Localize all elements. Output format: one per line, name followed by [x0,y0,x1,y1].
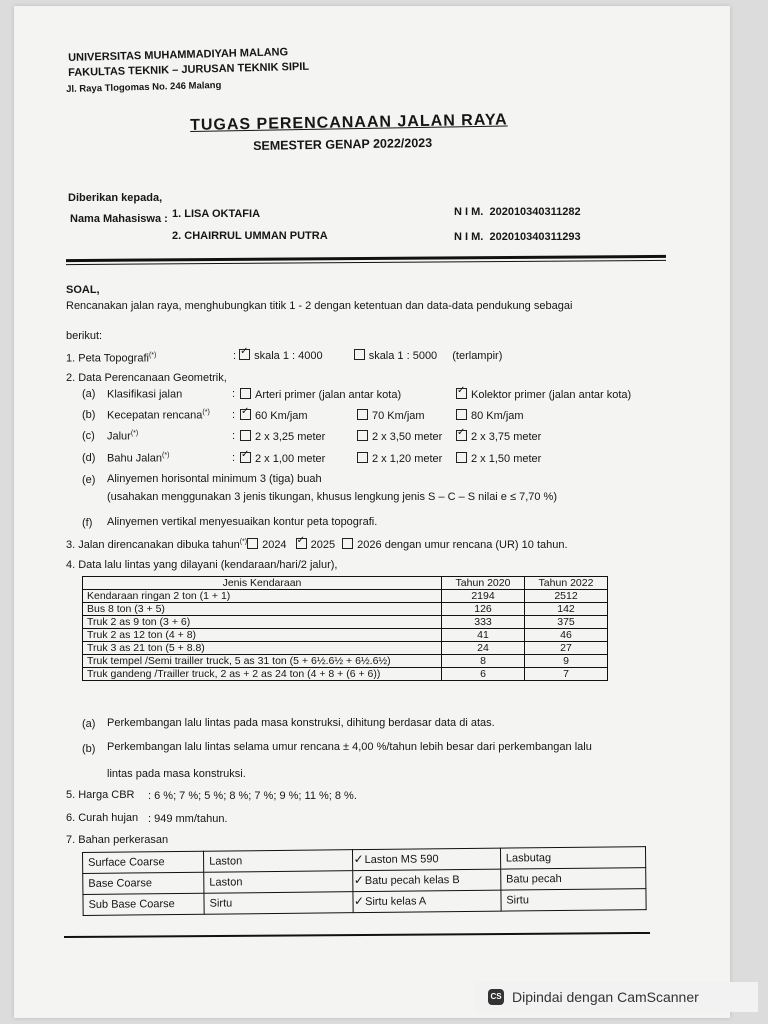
geo-row-colon: : [232,409,236,421]
material-cell: Sirtu [204,892,354,915]
geo-e-line-1: Alinyemen horisontal minimum 3 (tiga) buah [107,473,322,485]
geo-option-col1: 2 x 3,25 meter [240,430,325,443]
checkbox-year-2026[interactable] [342,538,353,549]
university-name: UNIVERSITAS MUHAMMADIYAH MALANG [68,46,289,64]
checkbox-scale-4000[interactable] [239,349,250,360]
geo-e-number: (e) [82,474,96,486]
material-cell: Laston [204,850,354,873]
traffic-count-cell: 24 [442,642,525,655]
geo-row-label: Kecepatan rencana(*) [107,409,210,422]
page-title: TUGAS PERENCANAAN JALAN RAYA [190,111,508,134]
rainfall-value: : 949 mm/tahun. [148,813,228,825]
traffic-table [82,576,608,681]
traffic-count-cell: 27 [525,642,608,655]
page-subtitle: SEMESTER GENAP 2022/2023 [253,135,433,153]
item-2-label: 2. Data Perencanaan Geometrik, [66,372,227,384]
material-cell: Sirtu [501,889,646,912]
vehicle-type-cell: Truk tempel /Semi trailler truck, 5 as 31 ton (5 + 6½.6½ + 6½.6½) [83,655,442,668]
geo-f-number: (f) [82,517,93,529]
table-header-cell: Jenis Kendaraan [83,577,442,590]
geo-option-col1: ✓ 2 x 1,00 meter [240,452,325,465]
geo-row-colon: : [232,452,236,464]
checkbox-col1[interactable] [240,409,251,420]
vehicle-type-cell: Truk 2 as 12 ton (4 + 8) [83,629,442,642]
traffic-count-cell: 7 [525,668,608,681]
camscanner-logo-icon: CS [488,989,504,1005]
item-3-line: 3. Jalan direncanakan dibuka tahun(*) 2024 ✓ 2025 2026 dengan umur rencana (UR) 10 tahun. [66,538,568,551]
material-cell: ✓Batu pecah kelas B [353,869,501,892]
intro-line-1: Rencanakan jalan raya, menghubungkan titik 1 - 2 dengan ketentuan dan data-data pendukung sebagai [66,300,573,312]
checkbox-scale-5000[interactable] [354,349,365,360]
vehicle-type-cell: Kendaraan ringan 2 ton (1 + 1) [83,590,442,603]
student-name-label: Nama Mahasiswa : [70,213,168,225]
checkbox-col1[interactable] [240,388,251,399]
table-row [83,590,608,603]
geo-row-number: (d) [82,452,96,464]
traffic-count-cell: 142 [525,603,608,616]
handwritten-check-icon: ✓ [353,894,365,909]
intro-line-2: berikut: [66,330,103,342]
student-2-nim: N I M. 202010340311293 [454,231,581,243]
given-to-label: Diberikan kepada, [68,192,163,204]
geo-f-line: Alinyemen vertikal menyesuaikan kontur peta topografi. [107,516,378,528]
material-cell: ✓Sirtu kelas A [353,890,501,913]
material-cell: Surface Coarse [83,851,204,873]
checkbox-year-2024[interactable] [247,538,258,549]
camscanner-text: Dipindai dengan CamScanner [512,989,699,1005]
checkbox-col3[interactable] [456,430,467,441]
rainfall-label: 6. Curah hujan [66,812,139,824]
table-row [83,616,608,629]
material-cell: Lasbutag [500,847,645,870]
table-row [83,603,608,616]
vehicle-type-cell: Truk 2 as 9 ton (3 + 6) [83,616,442,629]
checkbox-col1[interactable] [240,452,251,463]
student-1-nim: N I M. 202010340311282 [454,206,581,218]
faculty-name: FAKULTAS TEKNIK – JURUSAN TEKNIK SIPIL [68,60,310,79]
material-cell: Laston [204,871,354,894]
geo-row-number: (b) [82,409,96,421]
vehicle-type-cell: Bus 8 ton (3 + 5) [83,603,442,616]
checkbox-col3[interactable] [456,388,467,399]
material-cell: ✓Laston MS 590 [353,848,501,871]
geo-option-col1: ✓ 60 Km/jam [240,409,308,422]
checkbox-col2[interactable] [357,409,368,420]
geo-row-colon: : [232,430,236,442]
geo-option-col3: 80 Km/jam [456,409,524,422]
geo-option-col3: ✓ 2 x 3,75 meter [456,430,541,443]
camscanner-watermark [474,982,758,1012]
traffic-count-cell: 333 [442,616,525,629]
checkbox-year-2025[interactable] [296,538,307,549]
item-1-label: 1. Peta Topografi(*) [66,352,157,365]
geo-row-label: Jalur(*) [107,430,139,443]
note-b-line-1: Perkembangan lalu lintas selama umur rencana ± 4,00 %/tahun lebih besar dari perkembangan lalu [107,741,592,753]
vehicle-type-cell: Truk 3 as 21 ton (5 + 8.8) [83,642,442,655]
geo-row-label: Bahu Jalan(*) [107,452,170,465]
vehicle-type-cell: Truk gandeng /Trailler truck, 2 as + 2 as 24 ton (4 + 8 + (6 + 6)) [83,668,442,681]
traffic-count-cell: 6 [442,668,525,681]
geo-option-col3: 2 x 1,50 meter [456,452,541,465]
geo-row-number: (c) [82,430,95,442]
student-2-name: 2. CHAIRRUL UMMAN PUTRA [172,230,328,242]
table-row [83,668,608,681]
geo-row-colon: : [232,388,236,400]
geo-row-number: (a) [82,388,96,400]
table-row [83,642,608,655]
material-cell: Batu pecah [500,868,645,891]
geo-option-col2: 70 Km/jam [357,409,425,422]
note-b-line-2: lintas pada masa konstruksi. [107,768,246,780]
geo-option-col2: 2 x 3,50 meter [357,430,442,443]
item-1-options: : ✓ skala 1 : 4000 skala 1 : 5000 (terlampir) [233,349,502,362]
geo-option-col2: 2 x 1,20 meter [357,452,442,465]
table-header-row [83,577,608,590]
checkbox-col1[interactable] [240,430,251,441]
note-a-number: (a) [82,718,96,730]
item-4-label: 4. Data lalu lintas yang dilayani (kendaraan/hari/2 jalur), [66,559,338,571]
note-a: Perkembangan lalu lintas pada masa konstruksi, dihitung berdasar data di atas. [107,717,495,729]
student-1-name: 1. LISA OKTAFIA [172,208,261,220]
material-table [82,846,647,916]
cbr-label: 5. Harga CBR [66,789,135,801]
geo-e-line-2: (usahakan menggunakan 3 jenis tikungan, khusus lengkung jenis S – C – S nilai e ≤ 7,70 %) [107,491,557,503]
traffic-count-cell: 41 [442,629,525,642]
checkbox-col3[interactable] [456,409,467,420]
geo-option-col1: Arteri primer (jalan antar kota) [240,388,401,401]
traffic-count-cell: 8 [442,655,525,668]
handwritten-check-icon: ✓ [353,873,364,888]
note-b-number: (b) [82,743,96,755]
table-header-cell: Tahun 2022 [525,577,608,590]
traffic-count-cell: 2194 [442,590,525,603]
item-7-label: 7. Bahan perkerasan [66,834,169,846]
table-row [83,655,608,668]
soal-heading: SOAL, [66,284,100,296]
material-cell: Sub Base Coarse [83,893,204,915]
traffic-count-cell: 9 [525,655,608,668]
checkbox-col3[interactable] [456,452,467,463]
checkbox-col2[interactable] [357,430,368,441]
geo-row-label: Klasifikasi jalan [107,388,183,401]
cbr-values: : 6 %; 7 %; 5 %; 8 %; 7 %; 9 %; 11 %; 8 %. [148,790,357,802]
table-row [83,629,608,642]
traffic-count-cell: 375 [525,616,608,629]
checkbox-col2[interactable] [357,452,368,463]
table-header-cell: Tahun 2020 [442,577,525,590]
traffic-count-cell: 2512 [525,590,608,603]
material-cell: Base Coarse [83,872,204,894]
traffic-count-cell: 46 [525,629,608,642]
traffic-count-cell: 126 [442,603,525,616]
geo-option-col3: ✓ Kolektor primer (jalan antar kota) [456,388,631,401]
handwritten-check-icon: ✓ [353,852,364,867]
university-address: Jl. Raya Tlogomas No. 246 Malang [66,79,222,95]
